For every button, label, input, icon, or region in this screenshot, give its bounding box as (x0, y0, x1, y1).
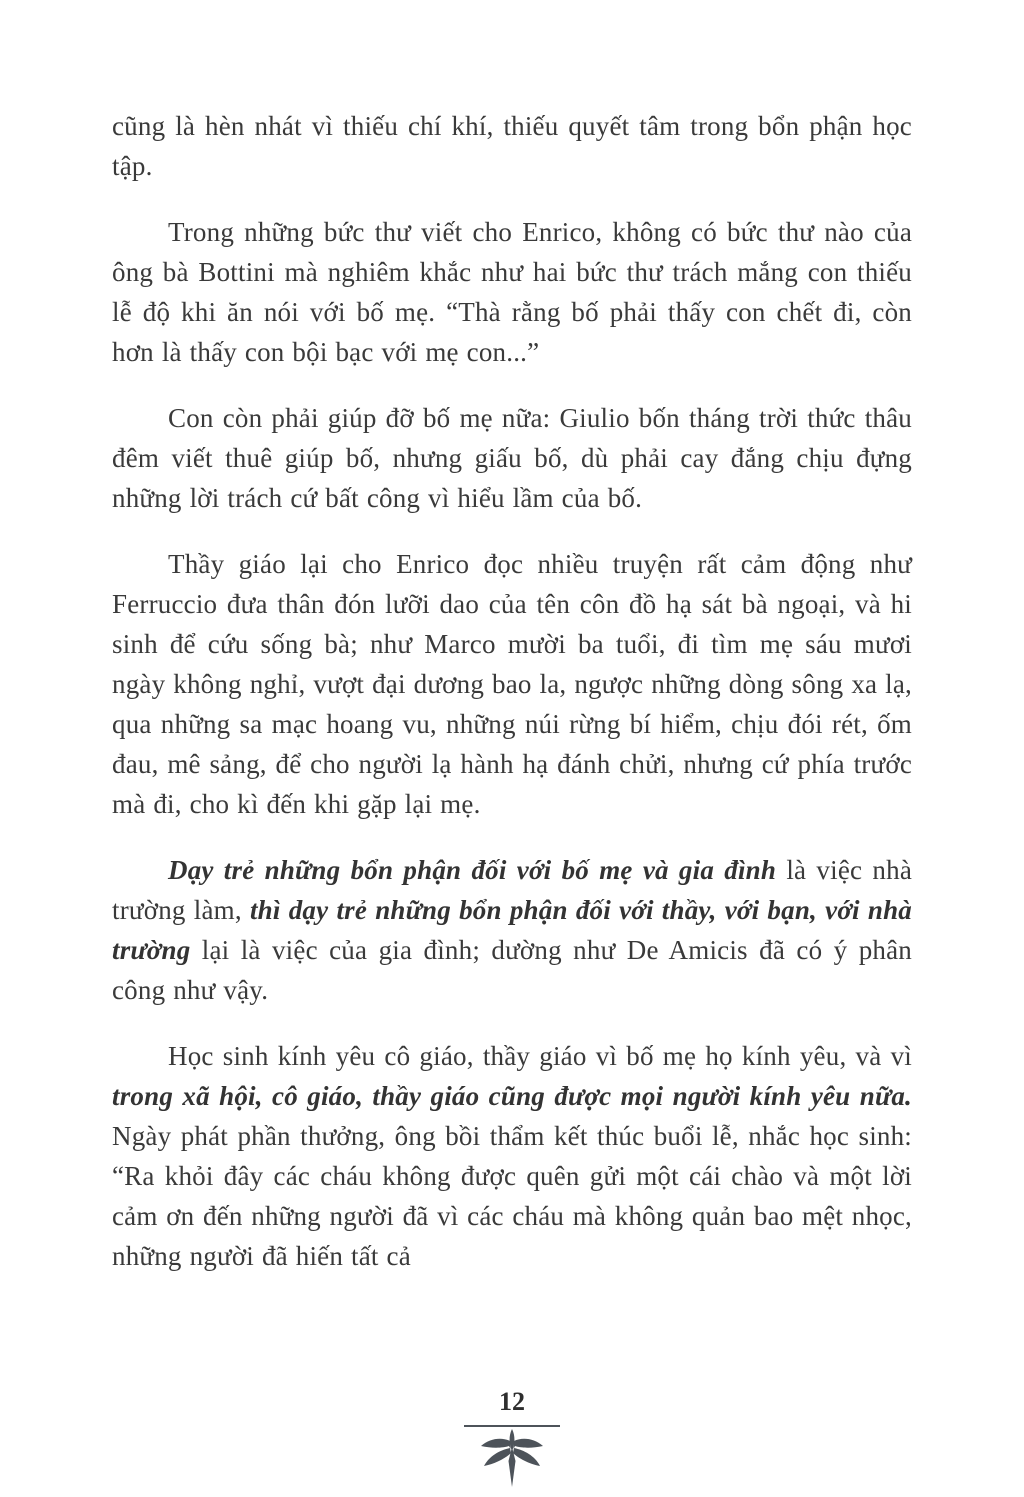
body-text: lại là việc của gia đình; dường như De Amicis đã có ý phân công như vậy. (112, 935, 912, 1005)
paragraph (112, 850, 912, 1010)
body-text: Ngày phát phần thưởng, ông bồi thẩm kết thúc buổi lễ, nhắc học sinh: “Ra khỏi đây các cháu không được quên gửi một cái chào và một lời cảm ơn đến những người đã vì các cháu mà không quản bao mệt nhọc, những người đã hiến tất cả (112, 1121, 912, 1271)
paragraph (112, 212, 912, 372)
emphasis-text: trong xã hội, cô giáo, thầy giáo cũng được mọi người kính yêu nữa. (112, 1081, 912, 1111)
fleur-ornament-icon (477, 1425, 547, 1491)
body-text: cũng là hèn nhát vì thiếu chí khí, thiếu quyết tâm trong bổn phận học tập. (112, 111, 912, 181)
paragraph (112, 106, 912, 186)
text-block (112, 106, 912, 1276)
emphasis-text: thì dạy trẻ những bổn phận đối với thầy, với bạn, với nhà trường (112, 895, 913, 965)
body-text: Học sinh kính yêu cô giáo, thầy giáo vì bố mẹ họ kính yêu, và vì (168, 1041, 912, 1071)
page-number: 12 (499, 1387, 525, 1416)
page-footer (0, 1387, 1024, 1491)
body-text: là việc nhà trường làm, (112, 855, 913, 925)
body-text: Trong những bức thư viết cho Enrico, không có bức thư nào của ông bà Bottini mà nghiêm khắc như hai bức thư trách mắng con thiếu lễ độ khi ăn nói với bố mẹ. “Thà rằng bố phải thấy con chết đi, còn hơn là thấy con bội bạc với mẹ con...” (112, 217, 912, 367)
paragraph (112, 544, 912, 824)
paragraph (112, 398, 912, 518)
paragraph (112, 1036, 912, 1276)
body-text: Con còn phải giúp đỡ bố mẹ nữa: Giulio bốn tháng trời thức thâu đêm viết thuê giúp bố, nhưng giấu bố, dù phải cay đắng chịu đựng những lời trách cứ bất công vì hiểu lầm của bố. (112, 403, 912, 513)
emphasis-text: Dạy trẻ những bổn phận đối với bố mẹ và gia đình (168, 855, 777, 885)
body-text: Thầy giáo lại cho Enrico đọc nhiều truyện rất cảm động như Ferruccio đưa thân đón lưỡi dao của tên côn đồ hạ sát bà ngoại, và hi sinh để cứu sống bà; như Marco mười ba tuổi, đi tìm mẹ sáu mươi ngày không nghỉ, vượt đại dương bao la, ngược những dòng sông xa lạ, qua những sa mạc hoang vu, những núi rừng bí hiểm, chịu đói rét, ốm đau, mê sảng, để cho người lạ hành hạ đánh chửi, nhưng cứ phía trước mà đi, cho kì đến khi gặp lại mẹ. (112, 549, 912, 819)
